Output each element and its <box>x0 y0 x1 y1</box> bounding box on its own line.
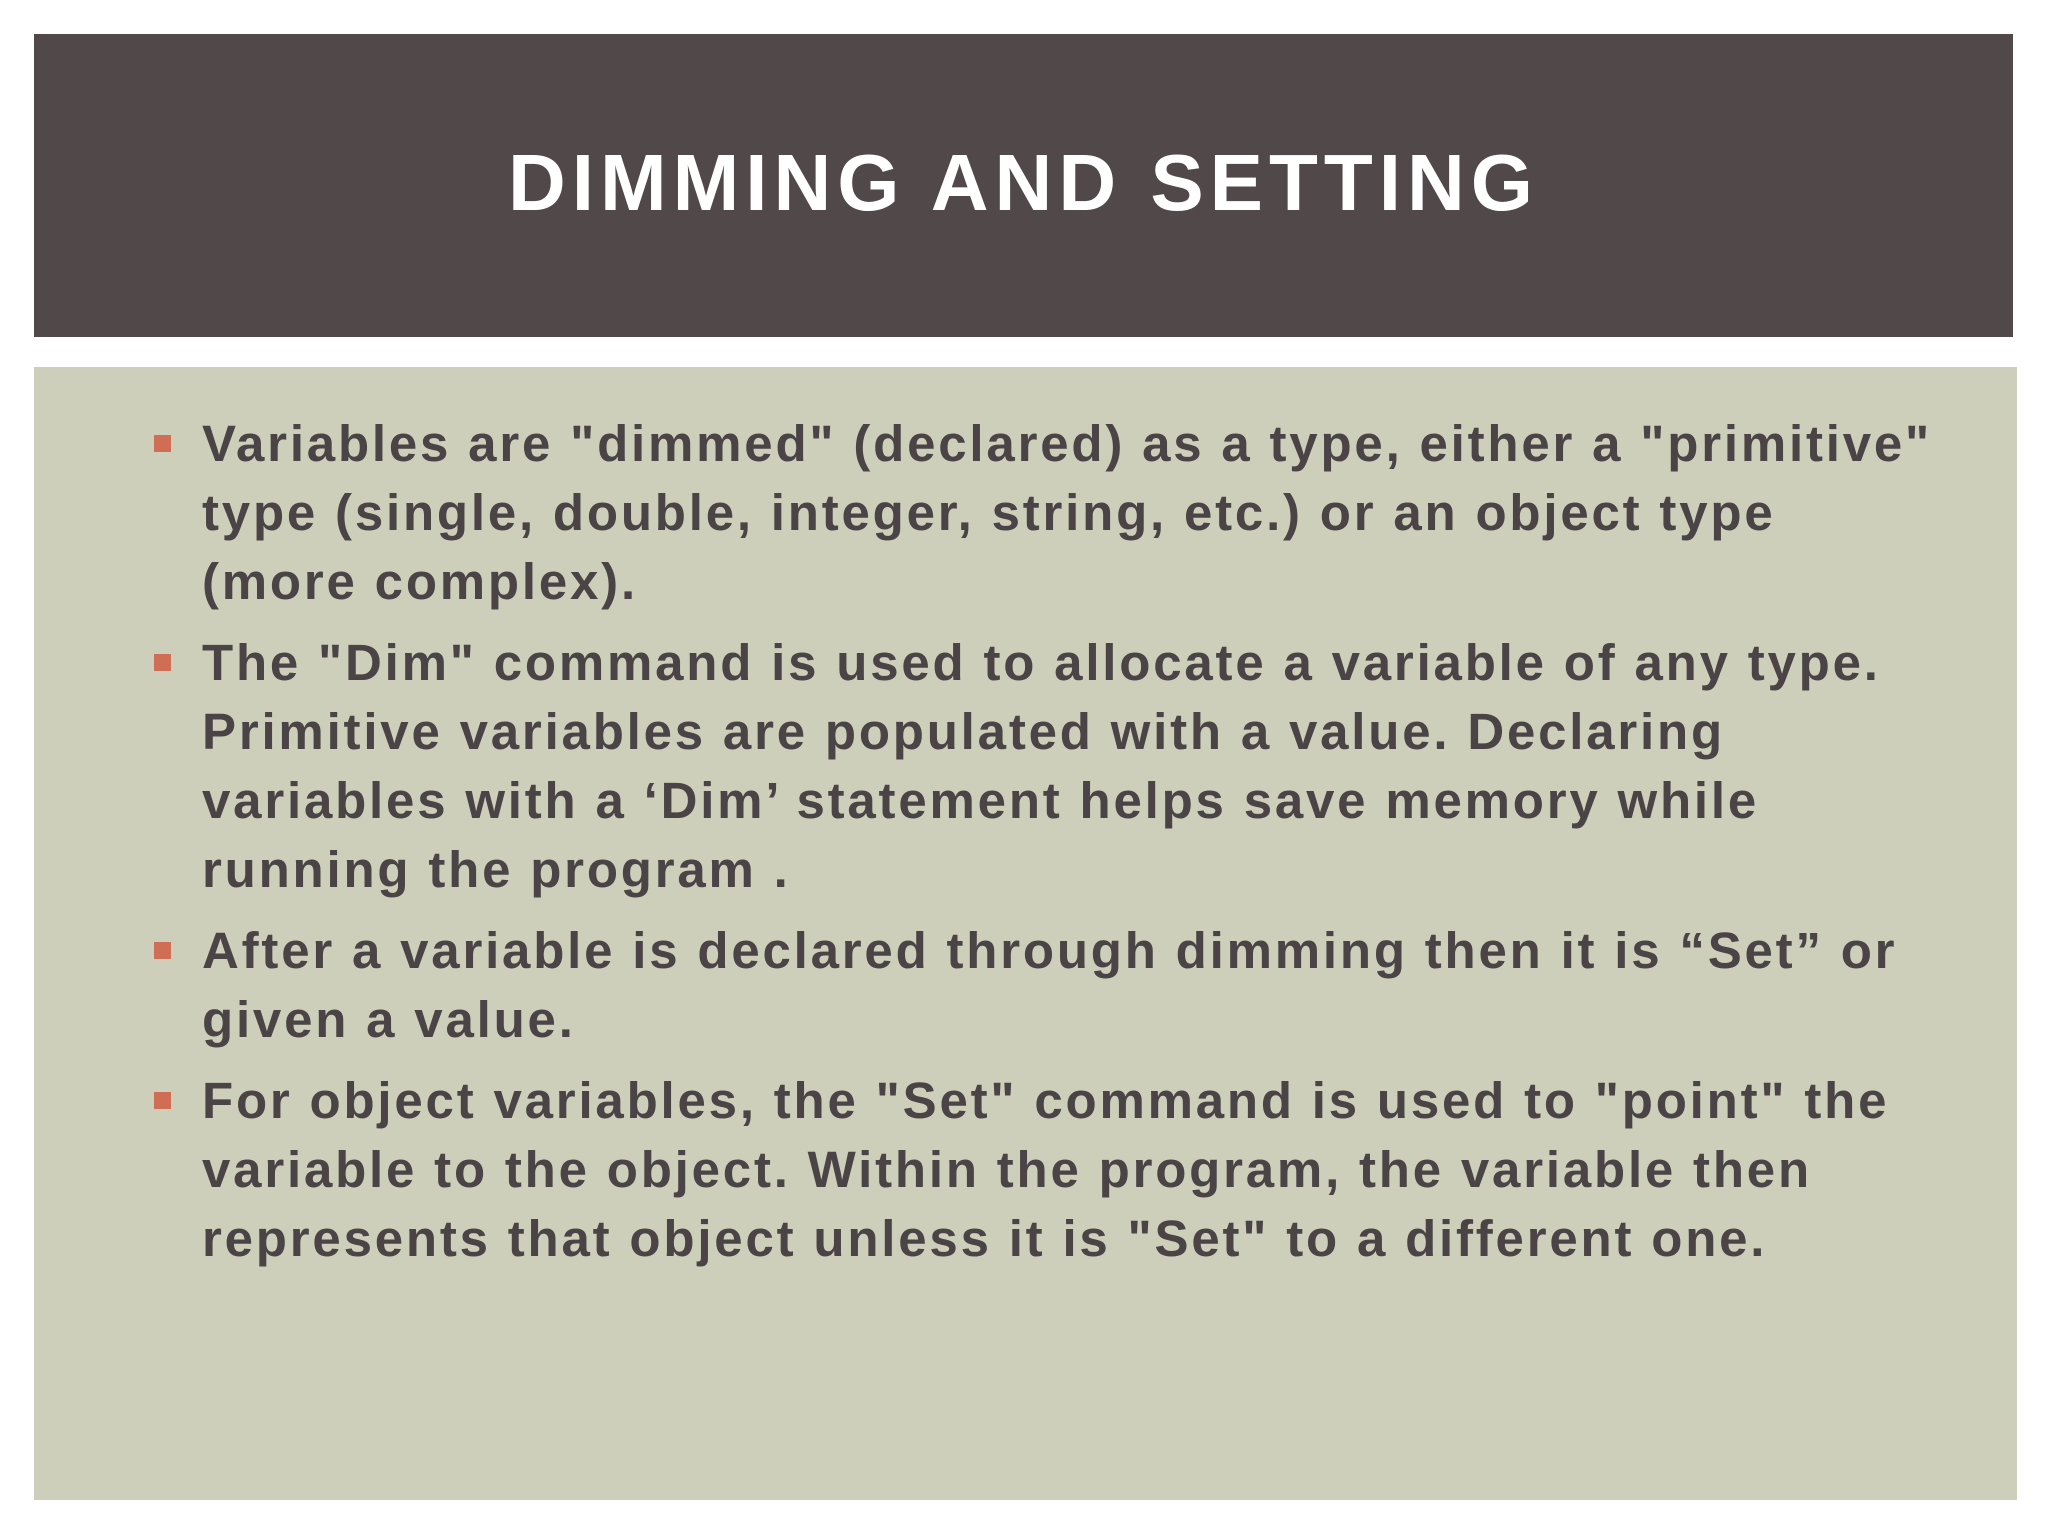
bullet-text: Variables are "dimmed" (declared) as a type, either a "primitive" type (single, double, integer, string, etc.) or an object type (more complex). <box>202 415 1933 610</box>
square-bullet-icon <box>154 654 171 671</box>
bullet-text: The "Dim" command is used to allocate a variable of any type. Primitive variables are populated with a value. Declaring variables with a ‘Dim’ statement helps save memory while running the program . <box>202 634 1881 898</box>
bullet-text: For object variables, the "Set" command is used to "point" the variable to the object. Within the program, the variable then represents that object unless it is "Set" to a different one. <box>202 1072 1890 1267</box>
square-bullet-icon <box>154 435 171 452</box>
bullet-item <box>154 628 1944 904</box>
bullet-item <box>154 916 1944 1054</box>
bullet-text: After a variable is declared through dimming then it is “Set” or given a value. <box>202 922 1898 1048</box>
bullet-item <box>154 409 1944 616</box>
bullet-item <box>154 1066 1944 1273</box>
square-bullet-icon <box>154 942 171 959</box>
title-bar <box>34 34 2013 337</box>
bullet-list <box>154 409 1944 1285</box>
content-panel <box>34 367 2017 1500</box>
square-bullet-icon <box>154 1092 171 1109</box>
slide-title: DIMMING AND SETTING <box>508 137 1539 227</box>
